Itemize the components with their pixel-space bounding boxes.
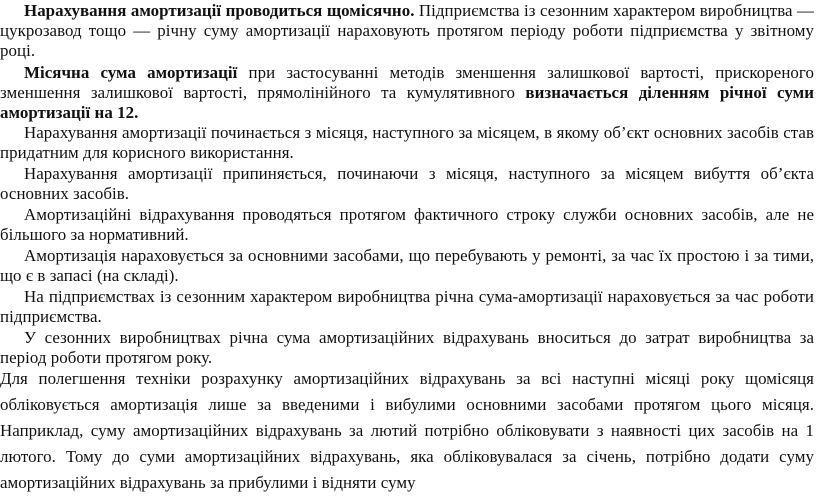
paragraph-repair-reserve: Амортизація нараховується за основними засобами, що перебувають у ремонті, за час їх простою і за тими, що є в запасі (на складі). — [0, 246, 814, 285]
bold-phrase: Місячна сума амортизації — [24, 63, 238, 82]
paragraph-calculation-technique: Для полегшення техніки розрахунку амортизаційних відрахувань за всі наступні місяці року щомісяця обліковується амортизація лише за введеними і вибулими основними засобами протягом цього місяця. Наприклад, суму амортизаційних відрахувань за лютий потрібно обліковувати з наявності цих засобів на 1 лютого. Тому до суми амортизаційних відрахувань, яка обліковувалася за січень, потрібно додати суму амортизаційних відрахувань за прибулими і відняти суму — [0, 369, 814, 492]
bold-phrase: визначається діленням річної суми амортизації на 12. — [0, 83, 814, 122]
bold-phrase: Нарахування амортизації проводиться щомісячно. — [24, 1, 415, 20]
paragraph-service-life: Амортизаційні відрахування проводяться протягом фактичного строку служби основних засобів, але не більшого за нормативний. — [0, 205, 814, 244]
paragraph-accrual-start: Нарахування амортизації починається з місяця, наступного за місяцем, в якому об’єкт основних засобів став придатним для корисного використання. — [0, 123, 814, 162]
paragraph-monthly-accrual: Нарахування амортизації проводиться щомісячно. Підприємства із сезонним характером виробництва — цукрозавод тощо — річну суму амортизації нараховують протягом періоду роботи підприємства у звітному році. — [0, 1, 814, 60]
paragraph-monthly-amount: Місячна сума амортизації при застосуванні методів зменшення залишкової вартості, прискореного зменшення залишкової вартості, прямолінійного та кумулятивного визначається діленням річної суми амортизації на 12. — [0, 63, 814, 122]
paragraph-accrual-stop: Нарахування амортизації припиняється, починаючи з місяця, наступного за місяцем вибуття об’єкта основних засобів. — [0, 164, 814, 203]
paragraph-seasonal-costs: У сезонних виробництвах річна сума амортизаційних відрахувань вноситься до затрат виробництва за період роботи протягом року. — [0, 328, 814, 367]
paragraph-seasonal-accrual: На підприємствах із сезонним характером виробництва річна сума-амортизації нараховується за час роботи підприємства. — [0, 287, 814, 326]
